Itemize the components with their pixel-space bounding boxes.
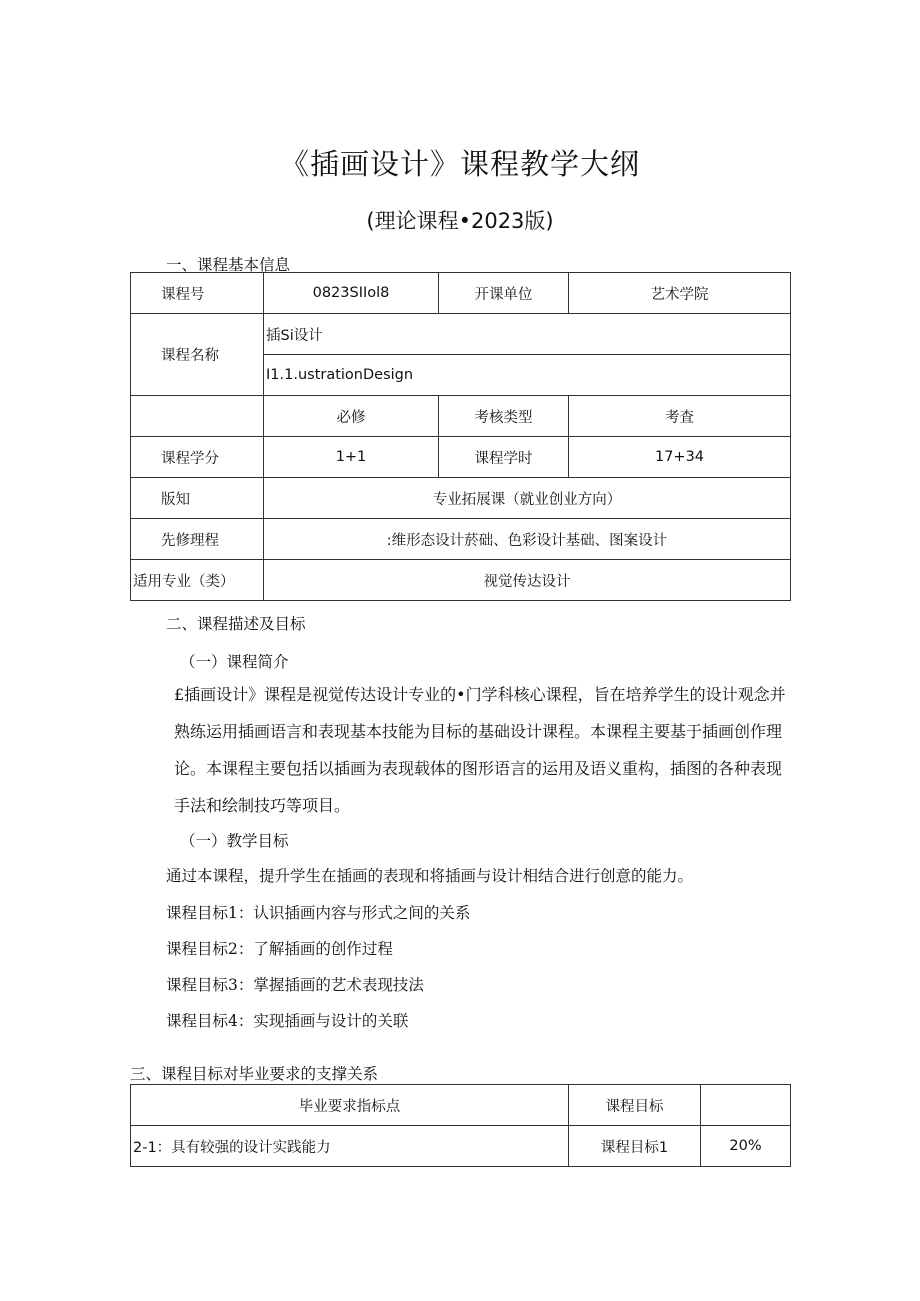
intro-text: £插画设计》课程是视觉传达设计专业的•门学科核心课程，旨在培养学生的设计观念并熟练运用插画语言和表现基本技能为目标的基础设计课程。本课程主要基于插画创作理论。本课程主要包括以插画为表现载体的图形语言的运用及语义重构，插图的各种表现手法和绘制技巧等项目。 [174,685,786,815]
section3-heading: 三、课程目标对毕业要求的支撑关系 [130,1065,379,1083]
name-cn: 插Si设计 [264,314,791,355]
table-row [131,314,791,355]
section2-heading: 二、课程描述及目标 [166,615,306,633]
name-en: I1.1.ustrationDesign [264,355,791,396]
exam-type-label: 考核类型 [439,396,569,437]
unit-label: 开课单位 [439,273,569,314]
credit-label: 课程学分 [131,437,264,478]
code-label: 课程号 [131,273,264,314]
goal-item: 课程目标4：实现插画与设计的关联 [166,1012,409,1030]
header-weight [701,1085,791,1126]
category-value: 专业拓展课（就业创业方向） [264,478,791,519]
required-value: 必修 [264,396,439,437]
document-title: 《插画设计》课程教学大纲 [279,147,640,181]
section1-heading: 一、课程基本信息 [166,256,291,274]
goal-item: 课程目标3：掌握插画的艺术表现技法 [166,976,424,994]
goal-heading: （一）教学目标 [180,832,289,850]
indicator-cell: 2-1：具有较强的设计实践能力 [131,1126,569,1167]
name-label: 课程名称 [131,314,264,396]
prereq-value: :维形态设计菸础、色彩设计基础、图案设计 [264,519,791,560]
table-row [131,478,791,519]
course-info-table [130,272,791,601]
table-row [131,273,791,314]
prereq-label: 先修理程 [131,519,264,560]
goal-text: 通过本课程，提升学生在插画的表现和将插画与设计相结合进行创意的能力。 [166,867,694,885]
hours-value: 17+34 [569,437,791,478]
table-row [131,437,791,478]
intro-heading: （一）课程简介 [180,653,289,671]
goal-item: 课程目标1：认识插画内容与形式之间的关系 [166,904,471,922]
header-goal: 课程目标 [569,1085,701,1126]
goal-item: 课程目标2：了解插画的创作过程 [166,940,393,958]
major-label: 适用专业（类） [131,560,264,601]
blank-label [131,396,264,437]
table-row [131,560,791,601]
goal-cell: 课程目标1 [569,1126,701,1167]
credit-value: 1+1 [264,437,439,478]
weight-cell: 20% [701,1126,791,1167]
document-subtitle: (理论课程•2023版) [366,209,554,233]
table-row [131,396,791,437]
code-value: 0823SIIol8 [264,273,439,314]
table-row [131,519,791,560]
exam-type-value: 考査 [569,396,791,437]
major-value: 视觉传达设计 [264,560,791,601]
intro-paragraph [130,676,790,824]
table-row [131,1126,791,1167]
header-indicator: 毕业要求指标点 [131,1085,569,1126]
unit-value: 艺术学院 [569,273,791,314]
support-table [130,1084,791,1167]
hours-label: 课程学时 [439,437,569,478]
table-row [131,1085,791,1126]
category-label: 版知 [131,478,264,519]
